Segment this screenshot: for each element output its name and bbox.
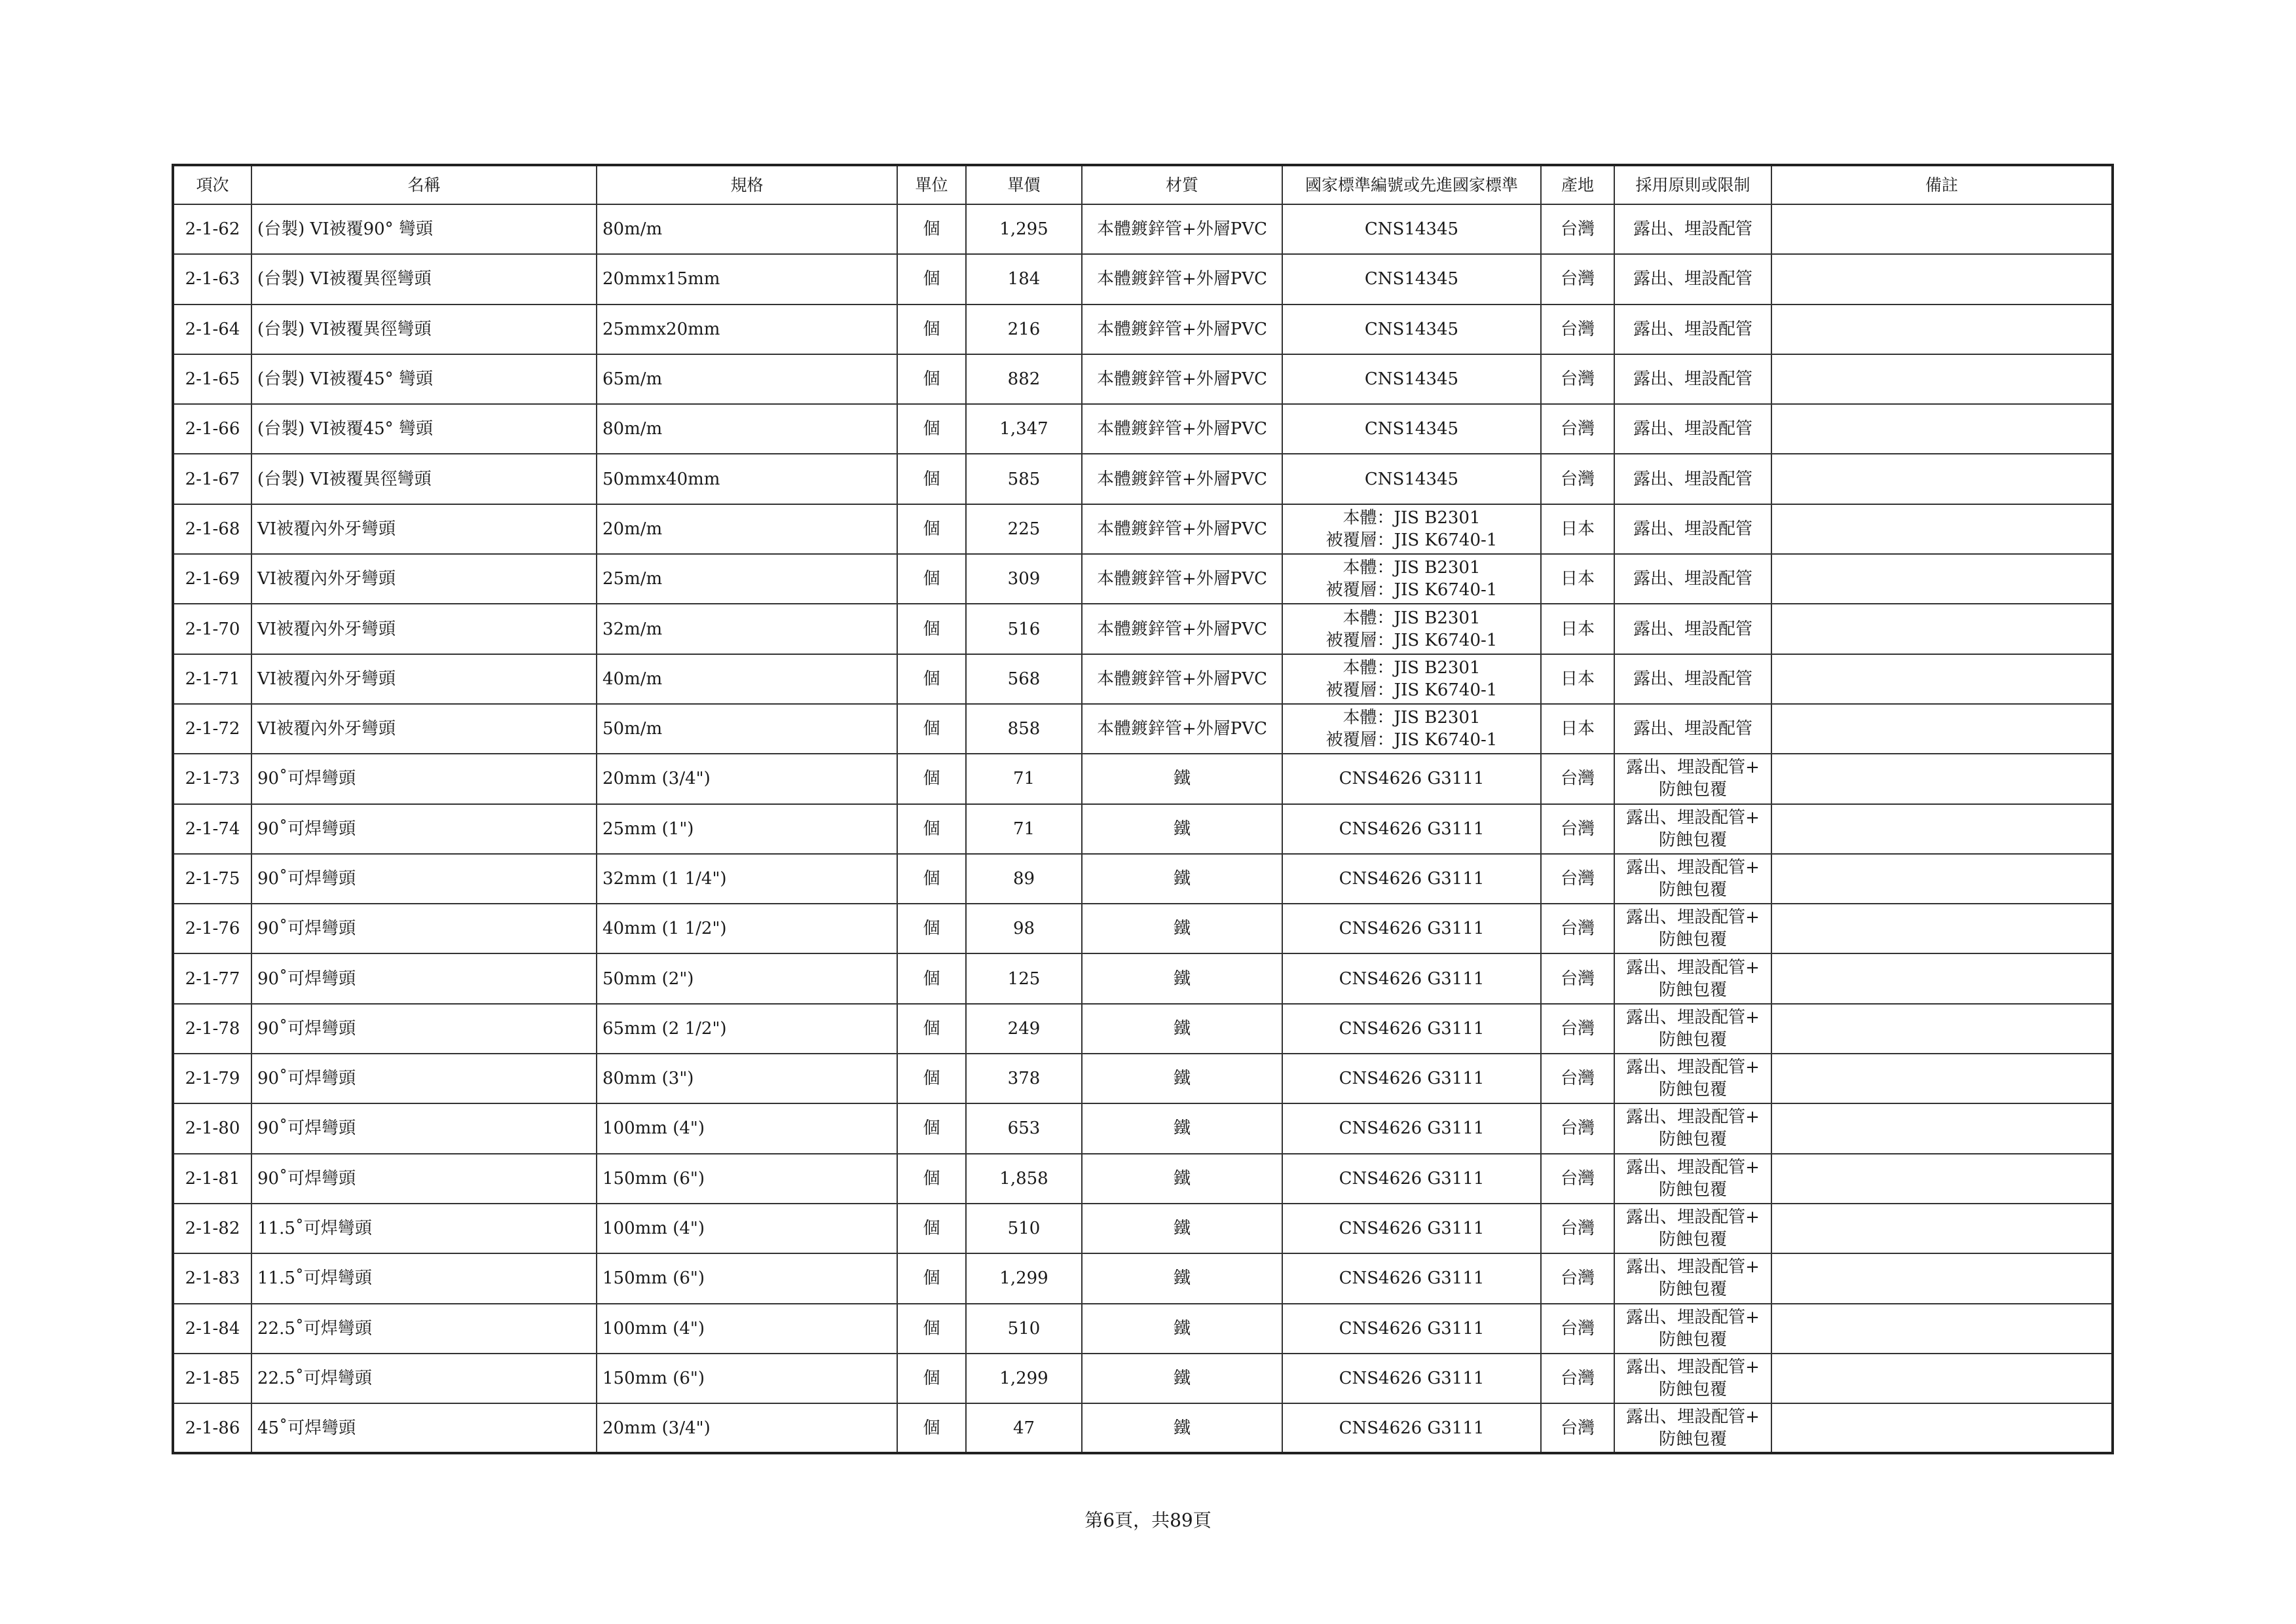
cell-spec: 20mm (3/4") — [597, 1403, 897, 1453]
cell-usage: 露出、埋設配管+ 防蝕包覆 — [1614, 953, 1771, 1003]
cell-material: 鐵 — [1082, 804, 1282, 854]
cell-name: (台製) VI被覆異徑彎頭 — [251, 454, 597, 504]
cell-usage: 露出、埋設配管 — [1614, 504, 1771, 554]
cell-usage: 露出、埋設配管+ 防蝕包覆 — [1614, 1204, 1771, 1253]
cell-unit-price: 71 — [966, 754, 1082, 803]
cell-name: VI被覆內外牙彎頭 — [251, 504, 597, 554]
cell-material: 本體鍍鋅管+外層PVC — [1082, 454, 1282, 504]
cell-unit-price: 510 — [966, 1204, 1082, 1253]
cell-remarks — [1771, 1004, 2113, 1054]
cell-material: 鐵 — [1082, 1154, 1282, 1204]
cell-unit-price: 225 — [966, 504, 1082, 554]
cell-standard: CNS14345 — [1282, 304, 1541, 354]
cell-remarks — [1771, 804, 2113, 854]
table-body — [173, 204, 2113, 1453]
cell-remarks — [1771, 953, 2113, 1003]
cell-remarks — [1771, 754, 2113, 803]
cell-item-no: 2-1-77 — [173, 953, 251, 1003]
cell-standard: CNS14345 — [1282, 254, 1541, 304]
cell-spec: 40m/m — [597, 654, 897, 704]
cell-material: 本體鍍鋅管+外層PVC — [1082, 704, 1282, 754]
cell-spec: 25mmx20mm — [597, 304, 897, 354]
cell-material: 本體鍍鋅管+外層PVC — [1082, 254, 1282, 304]
cell-remarks — [1771, 904, 2113, 953]
cell-item-no: 2-1-71 — [173, 654, 251, 704]
cell-spec: 50m/m — [597, 704, 897, 754]
header-usage: 採用原則或限制 — [1614, 165, 1771, 204]
cell-item-no: 2-1-66 — [173, 404, 251, 454]
cell-usage: 露出、埋設配管+ 防蝕包覆 — [1614, 904, 1771, 953]
cell-spec: 40mm (1 1/2") — [597, 904, 897, 953]
table-row — [173, 454, 2113, 504]
cell-item-no: 2-1-64 — [173, 304, 251, 354]
cell-standard: CNS14345 — [1282, 454, 1541, 504]
table-row — [173, 1403, 2113, 1453]
cell-item-no: 2-1-67 — [173, 454, 251, 504]
cell-remarks — [1771, 504, 2113, 554]
cell-spec: 25mm (1") — [597, 804, 897, 854]
table-row — [173, 254, 2113, 304]
cell-unit-price: 653 — [966, 1103, 1082, 1153]
header-remarks: 備註 — [1771, 165, 2113, 204]
cell-name: 90˚可焊彎頭 — [251, 754, 597, 803]
cell-standard: CNS4626 G3111 — [1282, 1354, 1541, 1403]
cell-remarks — [1771, 254, 2113, 304]
cell-name: 90˚可焊彎頭 — [251, 1004, 597, 1054]
table-row — [173, 804, 2113, 854]
cell-standard: CNS14345 — [1282, 354, 1541, 404]
cell-item-no: 2-1-65 — [173, 354, 251, 404]
cell-standard: CNS4626 G3111 — [1282, 1154, 1541, 1204]
cell-item-no: 2-1-86 — [173, 1403, 251, 1453]
cell-usage: 露出、埋設配管 — [1614, 554, 1771, 604]
cell-name: (台製) VI被覆異徑彎頭 — [251, 304, 597, 354]
cell-unit: 個 — [897, 1253, 966, 1303]
cell-remarks — [1771, 654, 2113, 704]
table-row — [173, 1354, 2113, 1403]
cell-unit-price: 882 — [966, 354, 1082, 404]
cell-item-no: 2-1-63 — [173, 254, 251, 304]
cell-unit: 個 — [897, 1103, 966, 1153]
cell-material: 本體鍍鋅管+外層PVC — [1082, 504, 1282, 554]
cell-name: VI被覆內外牙彎頭 — [251, 554, 597, 604]
cell-usage: 露出、埋設配管+ 防蝕包覆 — [1614, 1103, 1771, 1153]
table-row — [173, 654, 2113, 704]
cell-name: 11.5˚可焊彎頭 — [251, 1253, 597, 1303]
table-row — [173, 1004, 2113, 1054]
cell-standard: CNS4626 G3111 — [1282, 1253, 1541, 1303]
header-unit-price: 單價 — [966, 165, 1082, 204]
cell-remarks — [1771, 1054, 2113, 1103]
cell-material: 本體鍍鋅管+外層PVC — [1082, 204, 1282, 254]
cell-spec: 80m/m — [597, 204, 897, 254]
cell-standard: 本體：JIS B2301 被覆層：JIS K6740-1 — [1282, 604, 1541, 654]
cell-name: VI被覆內外牙彎頭 — [251, 604, 597, 654]
table-row — [173, 754, 2113, 803]
cell-remarks — [1771, 304, 2113, 354]
cell-item-no: 2-1-85 — [173, 1354, 251, 1403]
header-material: 材質 — [1082, 165, 1282, 204]
cell-standard: CNS4626 G3111 — [1282, 1304, 1541, 1354]
table-row — [173, 204, 2113, 254]
cell-spec: 50mm (2") — [597, 953, 897, 1003]
header-name: 名稱 — [251, 165, 597, 204]
cell-standard: CNS14345 — [1282, 404, 1541, 454]
cell-origin: 台灣 — [1541, 1054, 1614, 1103]
cell-unit: 個 — [897, 1204, 966, 1253]
table-row — [173, 604, 2113, 654]
cell-standard: CNS4626 G3111 — [1282, 804, 1541, 854]
table-row — [173, 854, 2113, 904]
cell-spec: 20mm (3/4") — [597, 754, 897, 803]
cell-unit: 個 — [897, 704, 966, 754]
cell-usage: 露出、埋設配管+ 防蝕包覆 — [1614, 1253, 1771, 1303]
header-origin: 產地 — [1541, 165, 1614, 204]
cell-origin: 台灣 — [1541, 254, 1614, 304]
cell-origin: 台灣 — [1541, 404, 1614, 454]
cell-usage: 露出、埋設配管 — [1614, 654, 1771, 704]
cell-standard: CNS4626 G3111 — [1282, 1004, 1541, 1054]
cell-name: 11.5˚可焊彎頭 — [251, 1204, 597, 1253]
cell-spec: 100mm (4") — [597, 1204, 897, 1253]
cell-usage: 露出、埋設配管 — [1614, 254, 1771, 304]
cell-standard: CNS4626 G3111 — [1282, 1054, 1541, 1103]
cell-unit-price: 568 — [966, 654, 1082, 704]
table-row — [173, 1304, 2113, 1354]
cell-remarks — [1771, 604, 2113, 654]
cell-origin: 日本 — [1541, 554, 1614, 604]
cell-remarks — [1771, 554, 2113, 604]
cell-unit-price: 71 — [966, 804, 1082, 854]
cell-usage: 露出、埋設配管 — [1614, 604, 1771, 654]
cell-remarks — [1771, 854, 2113, 904]
cell-unit-price: 516 — [966, 604, 1082, 654]
cell-item-no: 2-1-79 — [173, 1054, 251, 1103]
cell-unit-price: 858 — [966, 704, 1082, 754]
cell-origin: 台灣 — [1541, 354, 1614, 404]
cell-origin: 台灣 — [1541, 1154, 1614, 1204]
cell-unit-price: 47 — [966, 1403, 1082, 1453]
cell-origin: 日本 — [1541, 654, 1614, 704]
table-row — [173, 1204, 2113, 1253]
cell-origin: 台灣 — [1541, 1103, 1614, 1153]
cell-spec: 150mm (6") — [597, 1354, 897, 1403]
cell-standard: CNS4626 G3111 — [1282, 854, 1541, 904]
cell-material: 鐵 — [1082, 1103, 1282, 1153]
cell-material: 鐵 — [1082, 904, 1282, 953]
cell-material: 鐵 — [1082, 1253, 1282, 1303]
cell-remarks — [1771, 204, 2113, 254]
cell-name: VI被覆內外牙彎頭 — [251, 654, 597, 704]
cell-remarks — [1771, 1354, 2113, 1403]
table-row — [173, 404, 2113, 454]
table-row — [173, 704, 2113, 754]
cell-remarks — [1771, 404, 2113, 454]
table-row — [173, 304, 2113, 354]
cell-origin: 日本 — [1541, 504, 1614, 554]
cell-material: 鐵 — [1082, 1004, 1282, 1054]
cell-name: (台製) VI被覆45° 彎頭 — [251, 404, 597, 454]
table-row — [173, 904, 2113, 953]
cell-unit: 個 — [897, 1154, 966, 1204]
cell-usage: 露出、埋設配管+ 防蝕包覆 — [1614, 1354, 1771, 1403]
cell-usage: 露出、埋設配管+ 防蝕包覆 — [1614, 1054, 1771, 1103]
cell-unit: 個 — [897, 1354, 966, 1403]
cell-remarks — [1771, 454, 2113, 504]
cell-remarks — [1771, 354, 2113, 404]
cell-usage: 露出、埋設配管+ 防蝕包覆 — [1614, 1154, 1771, 1204]
cell-origin: 日本 — [1541, 604, 1614, 654]
cell-unit: 個 — [897, 654, 966, 704]
cell-material: 本體鍍鋅管+外層PVC — [1082, 654, 1282, 704]
cell-origin: 台灣 — [1541, 454, 1614, 504]
cell-usage: 露出、埋設配管 — [1614, 454, 1771, 504]
cell-spec: 50mmx40mm — [597, 454, 897, 504]
cell-unit: 個 — [897, 454, 966, 504]
header-standard: 國家標準編號或先進國家標準 — [1282, 165, 1541, 204]
header-unit: 單位 — [897, 165, 966, 204]
cell-remarks — [1771, 1103, 2113, 1153]
cell-name: 90˚可焊彎頭 — [251, 1054, 597, 1103]
cell-name: 90˚可焊彎頭 — [251, 854, 597, 904]
cell-unit: 個 — [897, 804, 966, 854]
cell-standard: 本體：JIS B2301 被覆層：JIS K6740-1 — [1282, 504, 1541, 554]
cell-standard: CNS4626 G3111 — [1282, 904, 1541, 953]
cell-spec: 100mm (4") — [597, 1304, 897, 1354]
table-row — [173, 953, 2113, 1003]
cell-item-no: 2-1-80 — [173, 1103, 251, 1153]
cell-origin: 台灣 — [1541, 304, 1614, 354]
header-item-no: 項次 — [173, 165, 251, 204]
cell-unit-price: 510 — [966, 1304, 1082, 1354]
cell-standard: 本體：JIS B2301 被覆層：JIS K6740-1 — [1282, 704, 1541, 754]
cell-material: 鐵 — [1082, 953, 1282, 1003]
cell-unit: 個 — [897, 953, 966, 1003]
cell-item-no: 2-1-62 — [173, 204, 251, 254]
cell-item-no: 2-1-84 — [173, 1304, 251, 1354]
table-row — [173, 1253, 2113, 1303]
cell-material: 本體鍍鋅管+外層PVC — [1082, 604, 1282, 654]
cell-unit-price: 1,858 — [966, 1154, 1082, 1204]
cell-standard: CNS4626 G3111 — [1282, 1403, 1541, 1453]
cell-origin: 台灣 — [1541, 204, 1614, 254]
table-row — [173, 504, 2113, 554]
cell-unit-price: 585 — [966, 454, 1082, 504]
cell-name: (台製) VI被覆異徑彎頭 — [251, 254, 597, 304]
cell-material: 鐵 — [1082, 854, 1282, 904]
cell-spec: 65mm (2 1/2") — [597, 1004, 897, 1054]
cell-item-no: 2-1-83 — [173, 1253, 251, 1303]
cell-unit-price: 125 — [966, 953, 1082, 1003]
cell-standard: CNS14345 — [1282, 204, 1541, 254]
cell-spec: 150mm (6") — [597, 1253, 897, 1303]
page-number: 第6頁，共89頁 — [1084, 1509, 1212, 1531]
cell-origin: 台灣 — [1541, 1304, 1614, 1354]
cell-unit-price: 216 — [966, 304, 1082, 354]
cell-usage: 露出、埋設配管+ 防蝕包覆 — [1614, 1004, 1771, 1054]
cell-name: (台製) VI被覆45° 彎頭 — [251, 354, 597, 404]
cell-material: 鐵 — [1082, 1054, 1282, 1103]
cell-spec: 32m/m — [597, 604, 897, 654]
cell-item-no: 2-1-73 — [173, 754, 251, 803]
cell-standard: CNS4626 G3111 — [1282, 1103, 1541, 1153]
cell-origin: 台灣 — [1541, 953, 1614, 1003]
cell-origin: 台灣 — [1541, 754, 1614, 803]
cell-name: VI被覆內外牙彎頭 — [251, 704, 597, 754]
cell-unit-price: 89 — [966, 854, 1082, 904]
cell-standard: CNS4626 G3111 — [1282, 754, 1541, 803]
cell-item-no: 2-1-81 — [173, 1154, 251, 1204]
cell-origin: 台灣 — [1541, 804, 1614, 854]
cell-usage: 露出、埋設配管+ 防蝕包覆 — [1614, 754, 1771, 803]
cell-unit: 個 — [897, 1004, 966, 1054]
cell-name: 90˚可焊彎頭 — [251, 953, 597, 1003]
cell-spec: 80mm (3") — [597, 1054, 897, 1103]
cell-unit-price: 249 — [966, 1004, 1082, 1054]
cell-material: 鐵 — [1082, 1204, 1282, 1253]
cell-unit: 個 — [897, 404, 966, 454]
cell-unit: 個 — [897, 754, 966, 803]
cell-material: 本體鍍鋅管+外層PVC — [1082, 404, 1282, 454]
cell-remarks — [1771, 1154, 2113, 1204]
cell-unit-price: 378 — [966, 1054, 1082, 1103]
cell-standard: CNS4626 G3111 — [1282, 953, 1541, 1003]
price-table — [172, 164, 2114, 1454]
cell-remarks — [1771, 1253, 2113, 1303]
cell-item-no: 2-1-78 — [173, 1004, 251, 1054]
cell-usage: 露出、埋設配管 — [1614, 704, 1771, 754]
cell-origin: 日本 — [1541, 704, 1614, 754]
cell-usage: 露出、埋設配管+ 防蝕包覆 — [1614, 804, 1771, 854]
cell-item-no: 2-1-68 — [173, 504, 251, 554]
cell-origin: 台灣 — [1541, 1204, 1614, 1253]
cell-unit-price: 1,299 — [966, 1253, 1082, 1303]
cell-usage: 露出、埋設配管 — [1614, 204, 1771, 254]
cell-spec: 20m/m — [597, 504, 897, 554]
cell-material: 本體鍍鋅管+外層PVC — [1082, 354, 1282, 404]
cell-usage: 露出、埋設配管+ 防蝕包覆 — [1614, 1403, 1771, 1453]
cell-item-no: 2-1-69 — [173, 554, 251, 604]
cell-material: 鐵 — [1082, 1354, 1282, 1403]
cell-unit-price: 98 — [966, 904, 1082, 953]
cell-material: 鐵 — [1082, 1304, 1282, 1354]
cell-unit-price: 184 — [966, 254, 1082, 304]
cell-material: 本體鍍鋅管+外層PVC — [1082, 304, 1282, 354]
cell-origin: 台灣 — [1541, 1004, 1614, 1054]
cell-name: 45˚可焊彎頭 — [251, 1403, 597, 1453]
cell-unit: 個 — [897, 504, 966, 554]
cell-usage: 露出、埋設配管 — [1614, 304, 1771, 354]
cell-origin: 台灣 — [1541, 1403, 1614, 1453]
cell-name: (台製) VI被覆90° 彎頭 — [251, 204, 597, 254]
table-row — [173, 354, 2113, 404]
cell-unit: 個 — [897, 1403, 966, 1453]
cell-spec: 150mm (6") — [597, 1154, 897, 1204]
cell-unit: 個 — [897, 1304, 966, 1354]
cell-unit: 個 — [897, 254, 966, 304]
cell-origin: 台灣 — [1541, 904, 1614, 953]
table-row — [173, 1054, 2113, 1103]
cell-item-no: 2-1-72 — [173, 704, 251, 754]
cell-material: 鐵 — [1082, 754, 1282, 803]
cell-origin: 台灣 — [1541, 1354, 1614, 1403]
cell-spec: 65m/m — [597, 354, 897, 404]
cell-item-no: 2-1-75 — [173, 854, 251, 904]
cell-unit: 個 — [897, 204, 966, 254]
cell-name: 90˚可焊彎頭 — [251, 904, 597, 953]
cell-standard: 本體：JIS B2301 被覆層：JIS K6740-1 — [1282, 654, 1541, 704]
cell-origin: 台灣 — [1541, 854, 1614, 904]
cell-name: 22.5˚可焊彎頭 — [251, 1354, 597, 1403]
cell-spec: 20mmx15mm — [597, 254, 897, 304]
cell-name: 90˚可焊彎頭 — [251, 1154, 597, 1204]
cell-unit-price: 309 — [966, 554, 1082, 604]
cell-unit-price: 1,299 — [966, 1354, 1082, 1403]
cell-item-no: 2-1-70 — [173, 604, 251, 654]
table-row — [173, 1154, 2113, 1204]
cell-name: 90˚可焊彎頭 — [251, 1103, 597, 1153]
cell-usage: 露出、埋設配管+ 防蝕包覆 — [1614, 854, 1771, 904]
cell-usage: 露出、埋設配管 — [1614, 354, 1771, 404]
cell-material: 鐵 — [1082, 1403, 1282, 1453]
cell-usage: 露出、埋設配管 — [1614, 404, 1771, 454]
cell-origin: 台灣 — [1541, 1253, 1614, 1303]
cell-unit: 個 — [897, 1054, 966, 1103]
cell-spec: 32mm (1 1/4") — [597, 854, 897, 904]
cell-remarks — [1771, 1304, 2113, 1354]
cell-remarks — [1771, 1403, 2113, 1453]
table-row — [173, 1103, 2113, 1153]
table-row — [173, 554, 2113, 604]
cell-item-no: 2-1-76 — [173, 904, 251, 953]
cell-remarks — [1771, 1204, 2113, 1253]
cell-item-no: 2-1-82 — [173, 1204, 251, 1253]
cell-spec: 25m/m — [597, 554, 897, 604]
cell-standard: CNS4626 G3111 — [1282, 1204, 1541, 1253]
cell-spec: 100mm (4") — [597, 1103, 897, 1153]
cell-usage: 露出、埋設配管+ 防蝕包覆 — [1614, 1304, 1771, 1354]
cell-unit: 個 — [897, 604, 966, 654]
cell-unit: 個 — [897, 904, 966, 953]
cell-unit-price: 1,295 — [966, 204, 1082, 254]
cell-unit: 個 — [897, 354, 966, 404]
cell-unit: 個 — [897, 854, 966, 904]
header-row — [173, 165, 2113, 204]
cell-item-no: 2-1-74 — [173, 804, 251, 854]
cell-remarks — [1771, 704, 2113, 754]
cell-name: 90˚可焊彎頭 — [251, 804, 597, 854]
cell-unit: 個 — [897, 554, 966, 604]
header-spec: 規格 — [597, 165, 897, 204]
cell-standard: 本體：JIS B2301 被覆層：JIS K6740-1 — [1282, 554, 1541, 604]
cell-material: 本體鍍鋅管+外層PVC — [1082, 554, 1282, 604]
cell-name: 22.5˚可焊彎頭 — [251, 1304, 597, 1354]
cell-spec: 80m/m — [597, 404, 897, 454]
cell-unit-price: 1,347 — [966, 404, 1082, 454]
cell-unit: 個 — [897, 304, 966, 354]
